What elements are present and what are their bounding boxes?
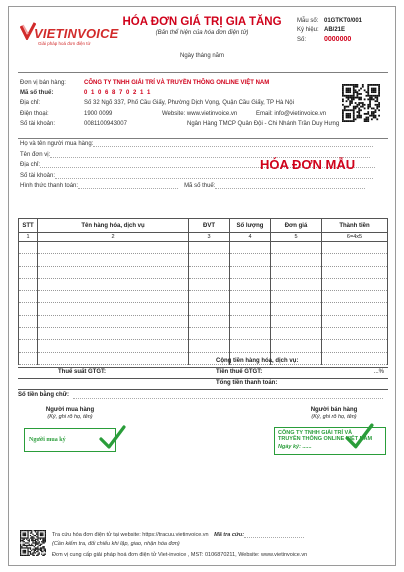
footer-note: (Cần kiểm tra, đối chiếu khi lập, giao, nhận hóa đơn): [52, 541, 180, 547]
meta-number: Số: 0000000: [297, 36, 352, 43]
items-table: [18, 218, 388, 365]
table-row: [19, 340, 388, 352]
buyer-sign-box: Người mua ký: [24, 428, 116, 452]
seller-phone: 1900 0099: [84, 110, 113, 117]
table-row: [19, 315, 388, 327]
seller-address: Số 32 Ngõ 337, Phố Cầu Giấy, Phường Dịch Vọng, Quận Cầu Giấy, TP Hà Nội: [84, 100, 294, 107]
divider: [18, 72, 388, 73]
table-row: [19, 254, 388, 266]
table-row: [19, 328, 388, 340]
seller-bank: Ngân Hàng TMCP Quân Đội - Chi Nhánh Trần Duy Hưng: [187, 120, 340, 127]
logo-tagline: Giải pháp hoá đơn điện tử: [38, 41, 91, 46]
vietinvoice-logo: [20, 22, 120, 50]
seller-signature: Người bán hàng (Ký, ghi rõ họ, tên): [310, 407, 358, 420]
check-icon: [344, 422, 374, 452]
table-row: [19, 303, 388, 315]
table-row: [19, 291, 388, 303]
check-icon: [98, 424, 126, 452]
meta-symbol: Ký hiệu: AB/21E: [297, 27, 346, 33]
buyer-info: Họ và tên người mua hàng: Tên đơn vị: Địa chỉ: Số tài khoản: Hình thức thanh toán: Mã số thuế:: [20, 140, 375, 193]
seller-account: 0081100943007: [84, 120, 127, 127]
qr-code-icon: [20, 530, 46, 556]
divider: [18, 138, 388, 139]
qr-code-icon: [342, 84, 380, 122]
vat-row: Thuế suất GTGT: Tiền thuế GTGT: ...%: [18, 368, 388, 379]
seller-info: Đơn vị bán hàng: CÔNG TY TNHH GIẢI TRÍ VÀ TRUYỀN THÔNG ONLINE VIỆT NAM Mã số thuế: 0 1 0 6 8 7 0 2 1 1 Địa chỉ: Số 32 Ngõ 337, Phố Cầu Giấy, Phường Dịch Vọng, Quận Cầu Giấy, TP Hà Nội Điện thoại: 1900 0099 Website: www.vietinvoice.vn Email: info@vietinvoice.vn Số tài khoản: 0081100943007 Ngân Hàng TMCP Quân Đội - Chi Nhánh Trần Duy Hưng: [20, 80, 340, 127]
invoice-meta: [297, 18, 362, 45]
seller-email: Email: info@vietinvoice.vn: [256, 110, 327, 117]
seller-sign-box: CÔNG TY TNHH GIẢI TRÍ VÀ TRUYỀN THÔNG ONLINE VIỆT NAM Ngày ký: ......: [274, 427, 386, 455]
sample-stamp: HÓA ĐƠN MẪU: [260, 157, 356, 172]
table-row: [19, 278, 388, 290]
invoice-title: HÓA ĐƠN GIÁ TRỊ GIA TĂNG: [122, 16, 282, 28]
seller-tax: 0 1 0 6 8 7 0 2 1 1: [84, 90, 152, 97]
invoice-subtitle: (Bản thể hiện của hóa đơn điện tử): [155, 30, 249, 36]
table-index-row: 1 2 3 4 5 6=4x5: [19, 233, 388, 242]
table-header: STT Tên hàng hóa, dịch vụ ĐVT Số lượng Đơn giá Thành tiền: [19, 219, 388, 233]
seller-website: Website: www.vietinvoice.vn: [162, 110, 238, 117]
invoice-date: Ngày tháng năm: [179, 53, 225, 59]
buyer-signature: Người mua hàng (Ký, ghi rõ họ, tên): [45, 407, 95, 420]
subtotal-row: Cộng tiền hàng hóa, dịch vụ:: [18, 357, 388, 368]
footer-provider: Đơn vị cung cấp giải pháp hoá đơn điện tử Viet-invoice , MST: 0106870211, Website: www.vietinvoice.vn: [52, 552, 308, 558]
in-words-row: Số tiền bằng chữ:: [18, 390, 388, 400]
meta-form: Mẫu số: 01GTKT0/001: [297, 18, 363, 24]
totals-section: [18, 357, 388, 400]
footer-lookup: Tra cứu hóa đơn điện tử tại website: https://tracuu.vietinvoice.vn Mã tra cứu:: [52, 531, 304, 538]
grand-total-row: Tổng tiền thanh toán:: [18, 379, 388, 390]
table-row: [19, 266, 388, 278]
seller-name: CÔNG TY TNHH GIẢI TRÍ VÀ TRUYỀN THÔNG ONLINE VIỆT NAM: [84, 80, 270, 86]
table-row: [19, 242, 388, 254]
logo-brand: VIETINVOICE: [34, 26, 119, 41]
